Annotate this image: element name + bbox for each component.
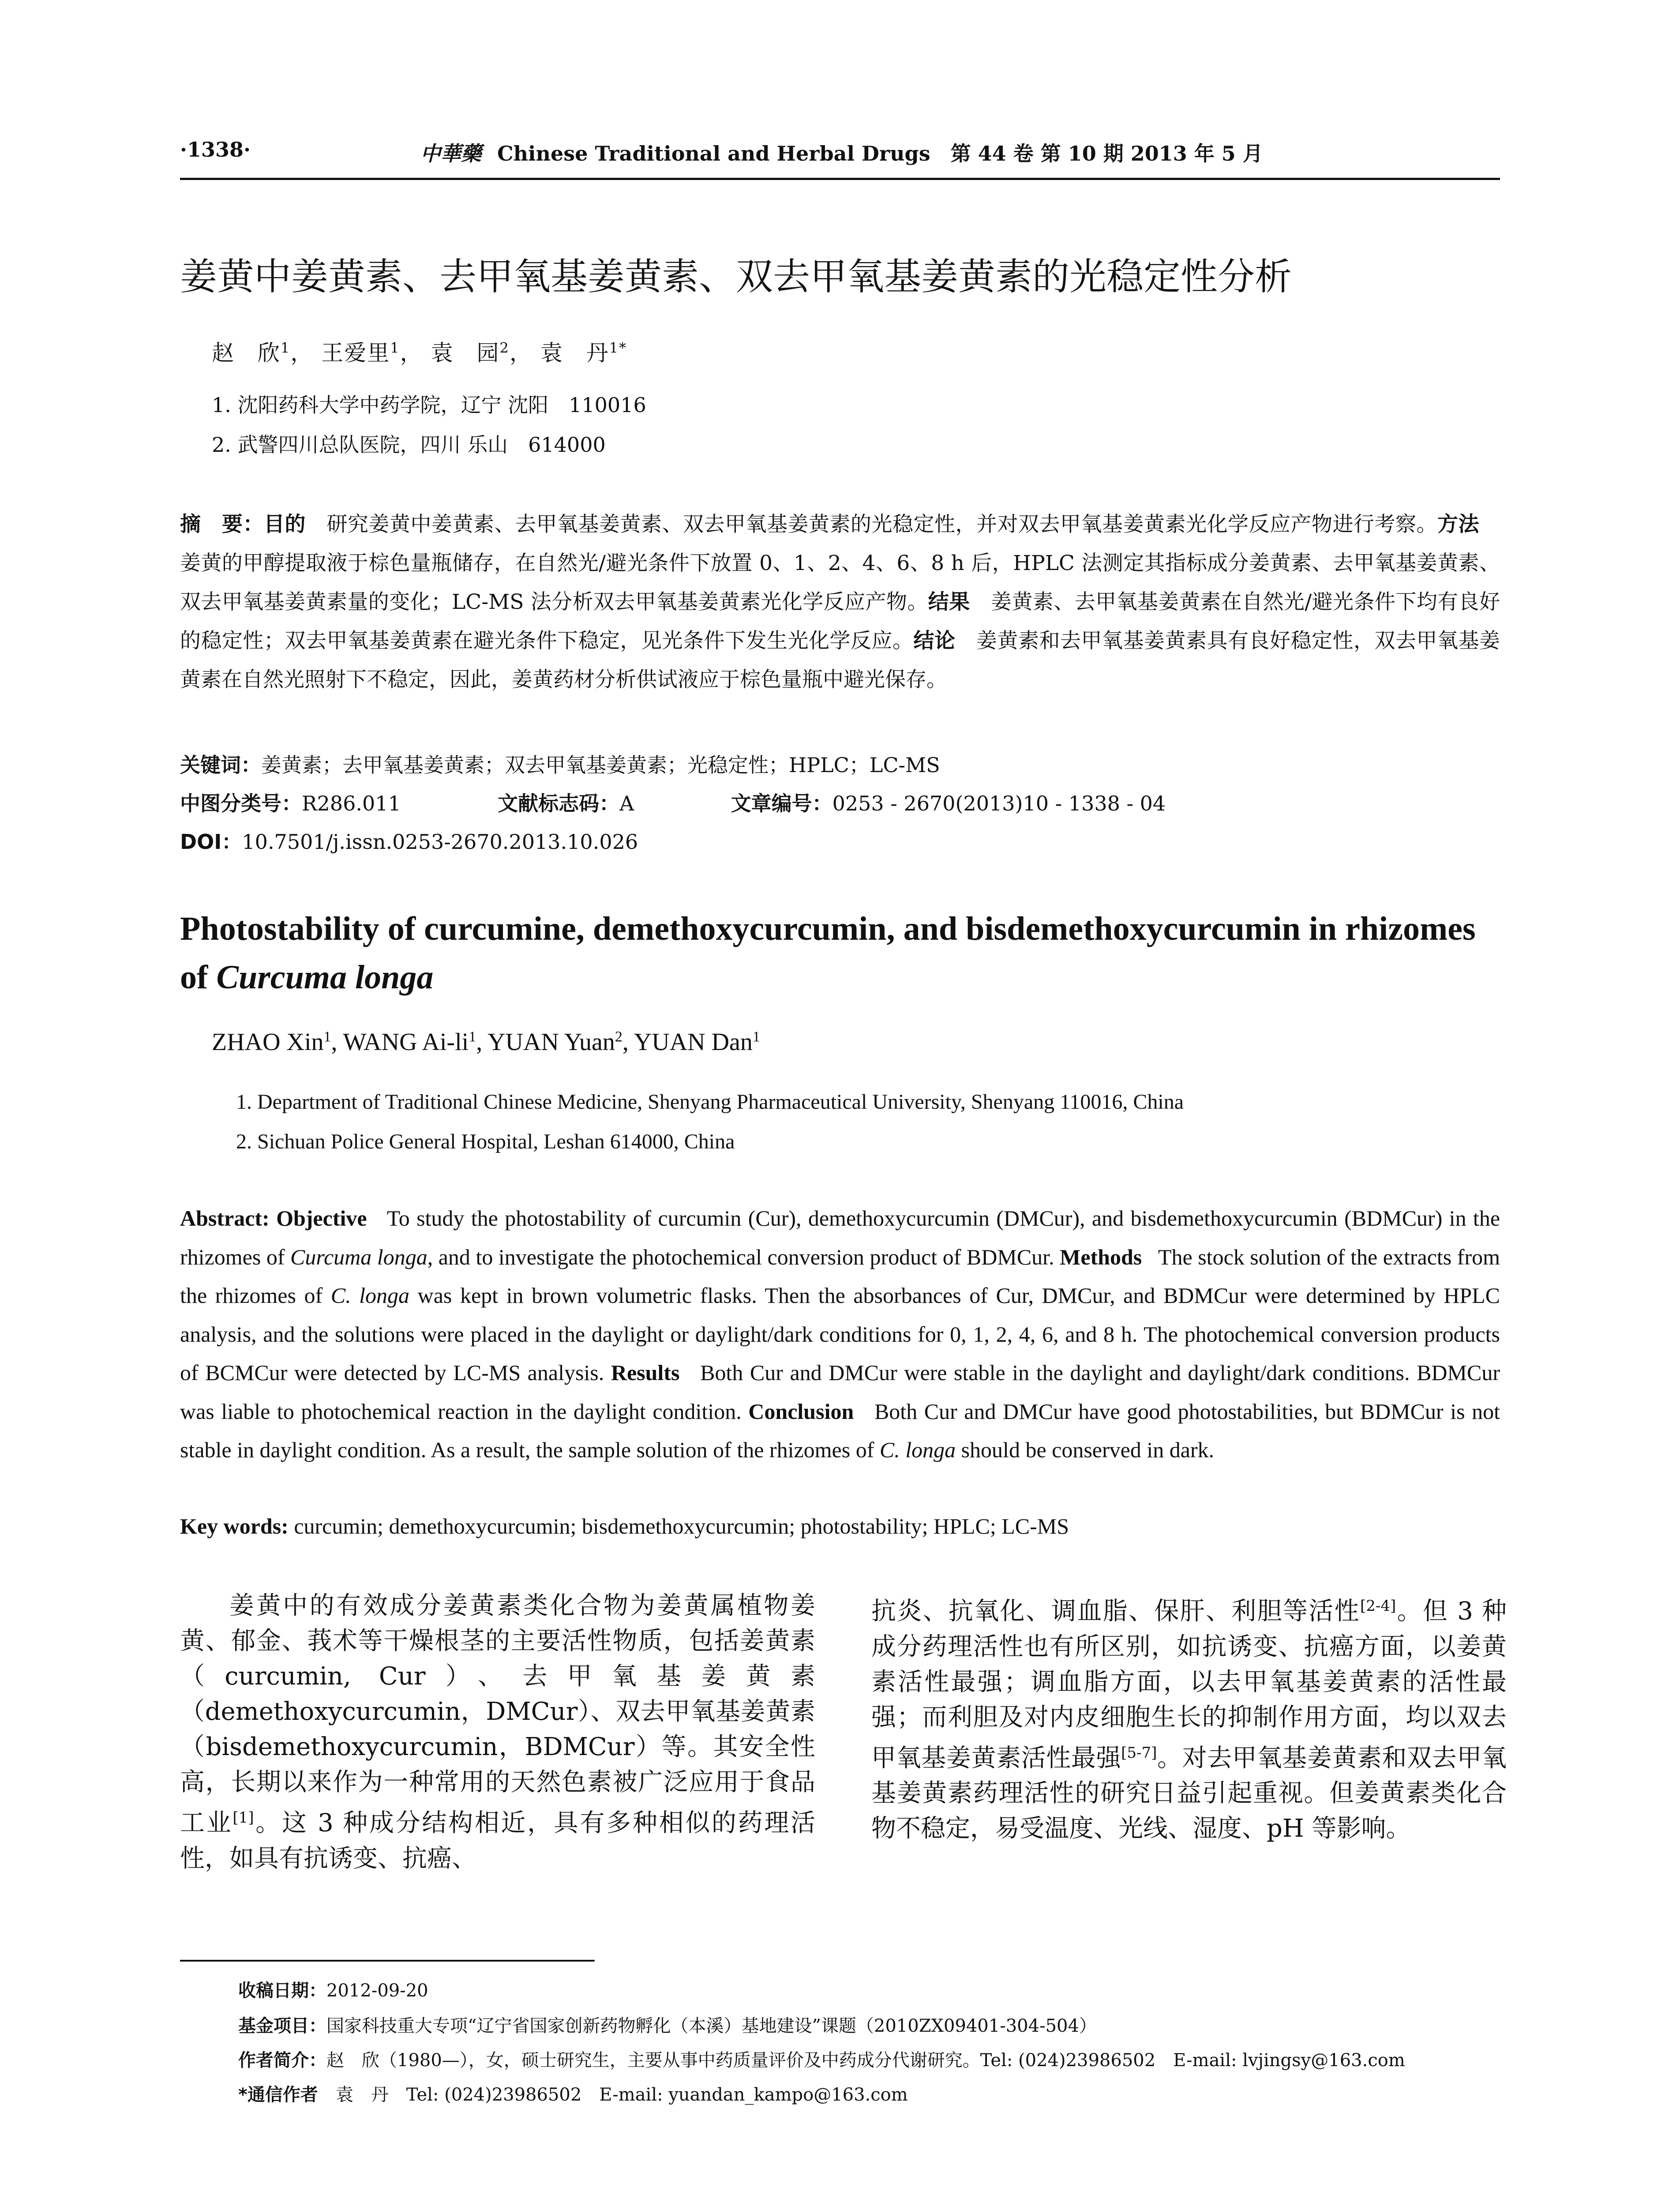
footnote-author bbox=[238, 2046, 1405, 2071]
citation-ref: [5-7] bbox=[1121, 1744, 1157, 1762]
title-cn: 姜黄中姜黄素、去甲氧基姜黄素、双去甲氧基姜黄素的光稳定性分析 bbox=[180, 255, 1292, 298]
authors-cn: 赵 欣$^1$， 王爱里$^1$， 袁 园$^2$， 袁 丹$^{1*}$ bbox=[212, 339, 627, 366]
doc-code-value: A bbox=[619, 792, 634, 815]
footnote-divider bbox=[180, 1960, 595, 1962]
journal-logo: 中華藥 bbox=[420, 142, 481, 165]
objective-cn: 研究姜黄中姜黄素、去甲氧基姜黄素、双去甲氧基姜黄素的光稳定性，并对双去甲氧基姜黄素光化学反应产物进行考察。 bbox=[306, 512, 1437, 536]
body-right-text-end: 。对去甲氧基姜黄素和双去甲氧基姜黄素药理活性的研究日益引起重视。但姜黄素类化合物不稳定，易受温度、光线、湿度、pH 等影响。 bbox=[871, 1744, 1507, 1843]
author-en-sup: 1 bbox=[469, 1028, 476, 1045]
abstract-cn bbox=[180, 505, 1500, 699]
journal-info bbox=[420, 138, 1263, 167]
objective-en-end: , and to investigate the photochemical conversion product of BDMCur. bbox=[427, 1244, 1054, 1269]
doi-value: 10.7501/j.issn.0253-2670.2013.10.026 bbox=[242, 830, 638, 854]
classification-line bbox=[180, 788, 1166, 817]
results-en: Both Cur and DMCur were stable in the daylight and daylight/dark conditions. BDMCur was liable to photochemical reaction in the daylight condition. bbox=[180, 1360, 1500, 1424]
conclusion-en-species: C. longa bbox=[879, 1437, 956, 1462]
doc-code-label: 文献标志码： bbox=[498, 792, 620, 815]
affiliation-en-1: 1. Department of Traditional Chinese Medicine, Shenyang Pharmaceutical University, Shenyang 110016, China bbox=[236, 1090, 1184, 1114]
body-left-text-end: 。这 3 种成分结构相近，具有多种相似的药理活性，如具有抗诱变、抗癌、 bbox=[180, 1808, 816, 1873]
authors-en: ZHAO Xin$^1$, WANG $Ai-li^1$, YUAN Yuan$^2$, YUAN Dan$^1$ bbox=[212, 1028, 760, 1056]
clc-label: 中图分类号： bbox=[180, 792, 302, 815]
affiliation-cn-1: 1. 沈阳药科大学中药学院，辽宁 沈阳 110016 bbox=[212, 393, 646, 417]
keywords-en bbox=[180, 1513, 1069, 1539]
methods-cn: 姜黄的甲醇提取液于棕色量瓶储存，在自然光/避光条件下放置 0、1、2、4、6、8 h 后，HPLC 法测定其指标成分姜黄素、去甲氧基姜黄素、双去甲氧基姜黄素量的变化；LC-MS 法分析双去甲氧基姜黄素光化学反应产物。 bbox=[180, 512, 1500, 614]
objective-en: To study the photostability of curcumin (Cur), demethoxycurcumin (DMCur), and bisdemethoxycurcumin (BDMCur) in the rhizomes of bbox=[180, 1206, 1500, 1269]
author-en-name: YUAN Dan bbox=[634, 1028, 753, 1056]
body-column-right bbox=[871, 1588, 1507, 1846]
results-cn: 姜黄素、去甲氧基姜黄素在自然光/避光条件下均有良好的稳定性；双去甲氧基姜黄素在避光条件下稳定，见光条件下发生光化学反应。 bbox=[180, 590, 1500, 653]
results-label-cn: 结果 bbox=[928, 590, 970, 614]
author-en-sup: 1 bbox=[323, 1028, 331, 1045]
header-divider bbox=[180, 178, 1500, 180]
author-cn-sup: 1* bbox=[609, 339, 627, 356]
keywords-cn-label: 关键词： bbox=[180, 753, 261, 777]
conclusion-label-en: Conclusion bbox=[748, 1399, 854, 1424]
author-cn-sup: 1 bbox=[281, 339, 291, 356]
article-no-label: 文章编号： bbox=[731, 792, 832, 815]
conclusion-label-cn: 结论 bbox=[913, 629, 956, 653]
affiliation-en-2: 2. Sichuan Police General Hospital, Leshan 614000, China bbox=[236, 1130, 735, 1153]
keywords-en-label: Key words: bbox=[180, 1514, 289, 1538]
abstract-en-label: Abstract: bbox=[180, 1206, 270, 1231]
fund-label: 基金项目： bbox=[238, 2016, 326, 2036]
conclusion-en-b: should be conserved in dark. bbox=[956, 1437, 1215, 1462]
author-cn-name: 袁 园 bbox=[431, 340, 500, 366]
author-en-sup: 1 bbox=[752, 1028, 760, 1045]
author-bio-text: 赵 欣（1980—），女，硕士研究生，主要从事中药质量评价及中药成分代谢研究。Tel: (024)23986502 E-mail: lvjingsy@163.com bbox=[326, 2050, 1405, 2071]
author-cn-name: 袁 丹 bbox=[540, 340, 609, 366]
objective-en-species: Curcuma longa bbox=[290, 1244, 428, 1269]
author-cn-sup: 1 bbox=[390, 339, 400, 356]
citation-ref: [1] bbox=[232, 1809, 254, 1827]
author-cn-sup: 2 bbox=[499, 339, 510, 356]
article-no-value: 0253 - 2670(2013)10 - 1338 - 04 bbox=[832, 792, 1166, 815]
methods-label-en: Methods bbox=[1060, 1244, 1142, 1269]
clc-value: R286.011 bbox=[302, 792, 401, 815]
body-right-text: 抗炎、抗氧化、调血脂、保肝、利胆等活性 bbox=[871, 1597, 1360, 1626]
author-en-name: ZHAO Xin bbox=[212, 1028, 324, 1056]
abstract-cn-label: 摘 要： bbox=[180, 512, 264, 536]
doi-line bbox=[180, 826, 638, 855]
received-label: 收稿日期： bbox=[238, 1981, 326, 2001]
body-column-left bbox=[180, 1588, 815, 1876]
footnote-fund bbox=[238, 2012, 1097, 2037]
journal-title: Chinese Traditional and Herbal Drugs 第 44 卷 第 10 期 2013 年 5 月 bbox=[497, 142, 1263, 165]
author-cn-name: 赵 欣 bbox=[212, 340, 281, 366]
title-en-main: Photostability of curcumine, demethoxycurcumin, and bisdemethoxycurcumin in rhizomes of bbox=[180, 910, 1476, 996]
author-en-name: WANG Ai-li bbox=[343, 1028, 469, 1056]
author-cn-name: 王爱里 bbox=[321, 340, 390, 366]
corresponding-label: *通信作者 bbox=[238, 2085, 318, 2105]
doi-label: DOI： bbox=[180, 830, 242, 854]
conclusion-cn: 姜黄素和去甲氧基姜黄素具有良好稳定性，双去甲氧基姜黄素在自然光照射下不稳定，因此，姜黄药材分析供试液应于棕色量瓶中避光保存。 bbox=[180, 629, 1500, 692]
page-number: ·1338· bbox=[180, 138, 251, 161]
methods-label-cn: 方法 bbox=[1437, 512, 1479, 536]
methods-en-species: C. longa bbox=[330, 1283, 410, 1308]
results-label-en: Results bbox=[611, 1360, 680, 1385]
author-en-sup: 2 bbox=[615, 1028, 622, 1045]
objective-label-cn: 目的 bbox=[264, 512, 306, 536]
conclusion-en-a: Both Cur and DMCur have good photostabilities, but BDMCur is not stable in daylight condition. As a result, the sample solution of the rhizomes of bbox=[180, 1399, 1500, 1462]
title-en-species: Curcuma longa bbox=[216, 959, 434, 996]
author-bio-label: 作者简介： bbox=[238, 2050, 326, 2071]
keywords-cn-text: 姜黄素；去甲氧基姜黄素；双去甲氧基姜黄素；光稳定性；HPLC；LC-MS bbox=[261, 753, 940, 777]
author-en-name: YUAN Yuan bbox=[488, 1028, 615, 1056]
citation-ref: [2-4] bbox=[1360, 1597, 1396, 1615]
corresponding-text: 袁 丹 Tel: (024)23986502 E-mail: yuandan_kampo@163.com bbox=[318, 2085, 908, 2105]
title-en bbox=[180, 904, 1504, 1002]
running-header bbox=[180, 138, 1500, 173]
received-date: 2012-09-20 bbox=[326, 1981, 428, 2001]
footnote-received bbox=[238, 1977, 428, 2002]
body-right-text-mid: 。但 3 种成分药理活性也有所区别，如抗诱变、抗癌方面，以姜黄素活性最强；调血脂方面，以去甲氧基姜黄素的活性最强；而利胆及对内皮细胞生长的抑制作用方面，均以双去甲氧基姜黄素活性最强 bbox=[871, 1597, 1507, 1773]
methods-en-b: was kept in brown volumetric flasks. Then the absorbances of Cur, DMCur, and BDMCur were determined by HPLC analysis, and the solutions were placed in the daylight or daylight/dark conditions for 0, 1, 2, 4, 6, and 8 h. The photochemical conversion products of BCMCur were detected by LC-MS analysis. bbox=[180, 1283, 1500, 1385]
affiliation-cn-2: 2. 武警四川总队医院，四川 乐山 614000 bbox=[212, 433, 606, 457]
body-left-text: 姜黄中的有效成分姜黄素类化合物为姜黄属植物姜黄、郁金、莪术等干燥根茎的主要活性物质，包括姜黄素（curcumin, Cur）、去甲氧基姜黄素（demethoxycurcumin，DMCur）、双去甲氧基姜黄素（bisdemethoxycurcumin，BDMCur）等。其安全性高，长期以来作为一种常用的天然色素被广泛应用于食品工业 bbox=[180, 1591, 815, 1838]
keywords-cn bbox=[180, 749, 940, 778]
keywords-en-text: curcumin; demethoxycurcumin; bisdemethoxycurcumin; photostability; HPLC; LC-MS bbox=[294, 1514, 1069, 1538]
footnote-correspondence bbox=[238, 2081, 908, 2106]
abstract-en bbox=[180, 1199, 1500, 1470]
objective-label-en: Objective bbox=[276, 1206, 367, 1231]
methods-en-a: The stock solution of the extracts from the rhizomes of bbox=[180, 1244, 1500, 1308]
fund-text: 国家科技重大专项“辽宁省国家创新药物孵化（本溪）基地建设”课题（2010ZX09401-304-504） bbox=[326, 2016, 1097, 2036]
